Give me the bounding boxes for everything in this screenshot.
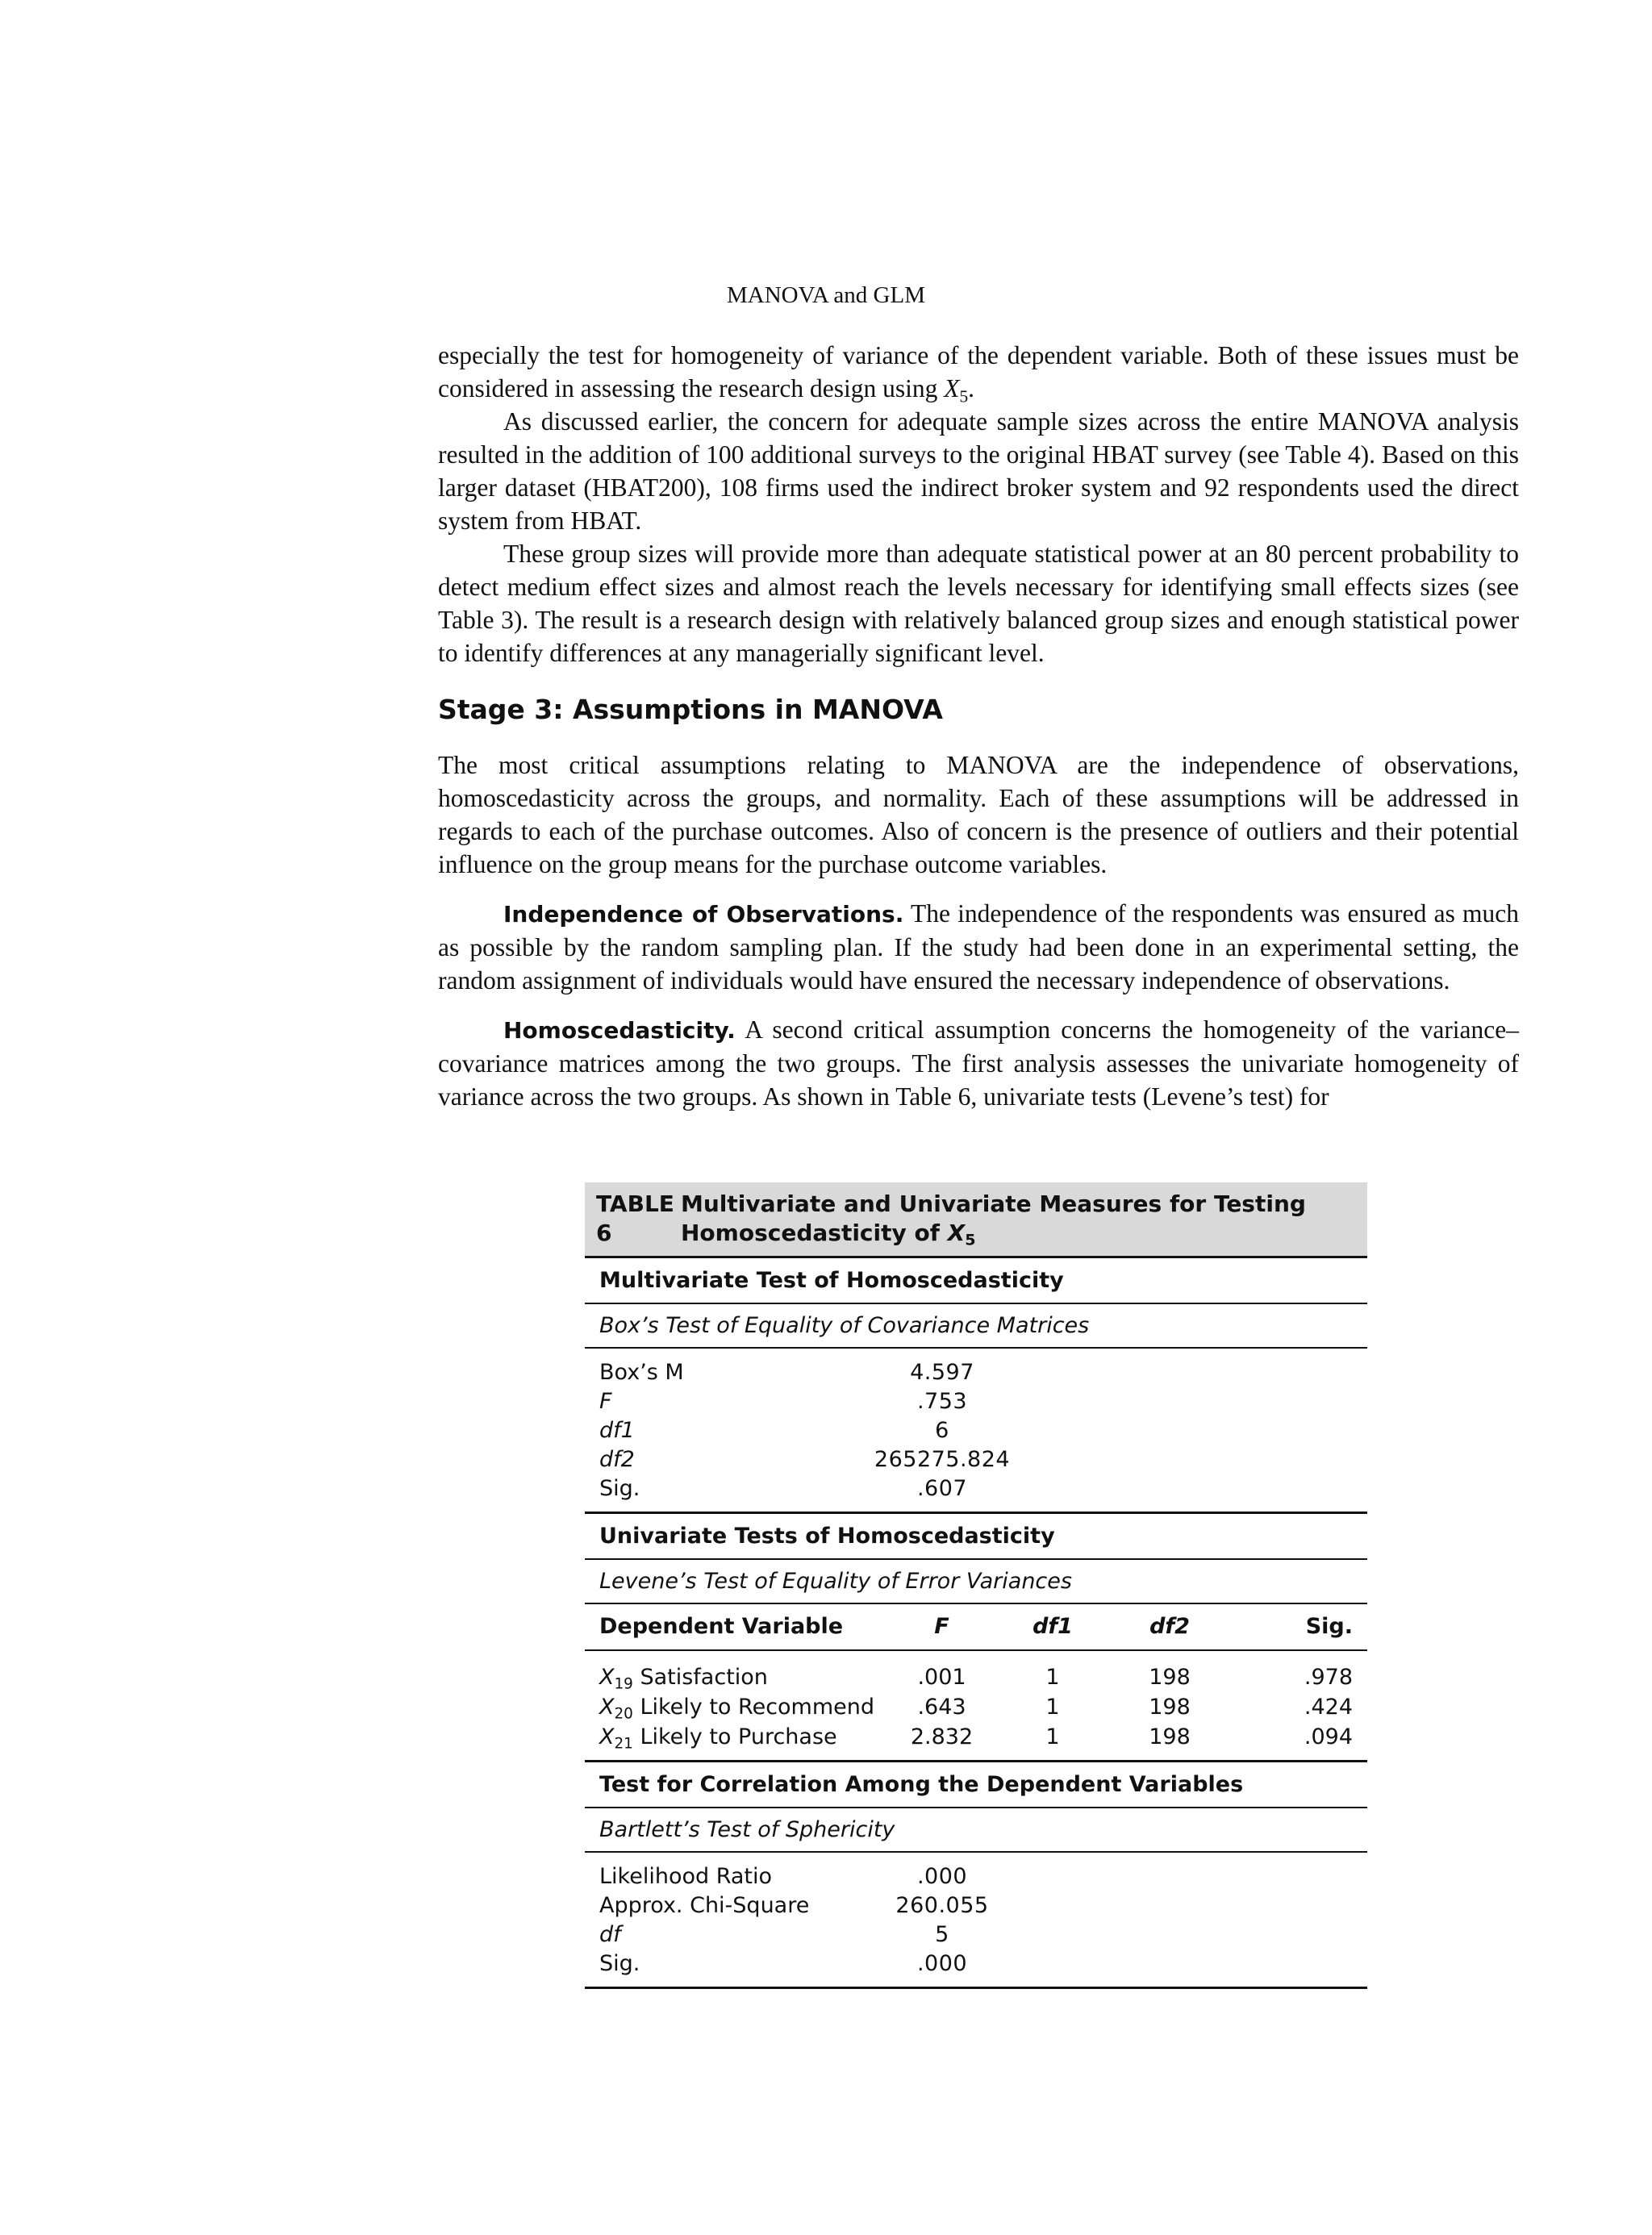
table-title-bar bbox=[585, 1182, 1367, 1256]
paragraph-5 bbox=[438, 897, 1519, 997]
stat-value: 265275.824 bbox=[874, 1447, 1011, 1472]
stat-value: .607 bbox=[916, 1476, 968, 1501]
table-caption-line1: Multivariate and Univariate Measures for Testing bbox=[681, 1190, 1306, 1217]
paragraph-4: The most critical assumptions relating to MANOVA are the independence of observations, homoscedasticity across the groups, and normality. Each of these assumptions will be addressed in regards to each of the purchase outcomes. Also of concern is the presence of outliers and their potential influence on the group means for the purchase outcome variables. bbox=[438, 751, 1519, 878]
cell-df1: 1 bbox=[1045, 1665, 1060, 1690]
cell-var-sub: 21 bbox=[614, 1735, 633, 1753]
stat-label: df1 bbox=[599, 1418, 635, 1443]
stat-row bbox=[599, 1474, 1353, 1503]
cell-var-sub: 20 bbox=[614, 1705, 633, 1723]
cell-sig: .424 bbox=[1304, 1695, 1353, 1720]
paragraph-5-lead: Independence of Observations. bbox=[503, 901, 904, 928]
col-header-dependent-variable: Dependent Variable bbox=[599, 1614, 844, 1639]
table-caption-line2 bbox=[681, 1219, 1356, 1248]
cell-var-symbol: X bbox=[599, 1695, 615, 1720]
stat-label: Box’s M bbox=[599, 1360, 684, 1385]
running-head: MANOVA and GLM bbox=[727, 282, 925, 308]
stat-value: .000 bbox=[916, 1864, 968, 1889]
body-text-lower bbox=[438, 748, 1519, 1113]
table-caption-var: X bbox=[947, 1220, 966, 1246]
col-header-f: F bbox=[934, 1614, 949, 1639]
cell-f: .643 bbox=[917, 1695, 966, 1720]
paragraph-1-sub: 5 bbox=[959, 386, 969, 407]
stat-row bbox=[599, 1920, 1353, 1949]
paragraph-2: As discussed earlier, the concern for adequate sample sizes across the entire MANOVA analysis resulted in the addition of 100 additional surveys to the original HBAT survey (see Table 4). Based on this larger dataset (HBAT200), 108 firms used the indirect broker system and 92 respondents used the direct system from HBAT. bbox=[438, 407, 1519, 535]
stat-value: 260.055 bbox=[895, 1893, 989, 1918]
stat-label: F bbox=[599, 1389, 612, 1414]
table-row bbox=[585, 1662, 1367, 1692]
col-header-df1: df1 bbox=[1032, 1614, 1073, 1639]
cell-df2: 198 bbox=[1149, 1695, 1191, 1720]
stat-label: df2 bbox=[599, 1447, 635, 1472]
table-caption-line2-text: Homoscedasticity of bbox=[681, 1220, 948, 1246]
stat-value: 6 bbox=[935, 1418, 949, 1443]
cell-sig: .094 bbox=[1304, 1724, 1353, 1749]
stat-row bbox=[599, 1862, 1353, 1891]
multivariate-heading: Multivariate Test of Homoscedasticity bbox=[599, 1268, 1064, 1293]
cell-df2: 198 bbox=[1149, 1724, 1191, 1749]
cell-f: 2.832 bbox=[910, 1724, 974, 1749]
table-caption bbox=[681, 1190, 1356, 1248]
cell-var-sub: 19 bbox=[614, 1675, 633, 1693]
box-test-subheading: Box’s Test of Equality of Covariance Matrices bbox=[599, 1313, 1090, 1338]
body-text-upper bbox=[438, 339, 1519, 669]
levene-rows bbox=[585, 1651, 1367, 1760]
stat-value: 4.597 bbox=[910, 1360, 974, 1385]
stat-row bbox=[599, 1387, 1353, 1416]
cell-df1: 1 bbox=[1045, 1695, 1060, 1720]
paragraph-1 bbox=[438, 339, 1519, 405]
section-heading: Stage 3: Assumptions in MANOVA bbox=[438, 694, 943, 725]
col-header-df2: df2 bbox=[1149, 1614, 1190, 1639]
paragraph-1-var: X bbox=[944, 374, 960, 402]
stat-value: 5 bbox=[935, 1922, 949, 1947]
paragraph-5-text: The independence of the respondents was ensured as much as possible by the random sampling plan. If the study had been done in an experimental setting, the random assignment of individuals would have ensured the necessary independence of observations. bbox=[438, 899, 1520, 994]
levene-test-subheading: Levene’s Test of Equality of Error Variances bbox=[599, 1569, 1072, 1594]
stat-row bbox=[599, 1949, 1353, 1979]
table-number: TABLE 6 bbox=[596, 1190, 674, 1246]
stat-label: df bbox=[599, 1922, 621, 1947]
cell-df2: 198 bbox=[1149, 1665, 1191, 1690]
correlation-heading: Test for Correlation Among the Dependent Variables bbox=[599, 1772, 1244, 1797]
stat-label: Sig. bbox=[599, 1951, 640, 1976]
stat-row bbox=[599, 1445, 1353, 1474]
cell-var-name: Satisfaction bbox=[632, 1665, 768, 1690]
table-caption-sub: 5 bbox=[965, 1231, 976, 1249]
cell-f: .001 bbox=[917, 1665, 966, 1690]
stat-row bbox=[599, 1416, 1353, 1445]
table-row bbox=[585, 1722, 1367, 1752]
stat-value: .753 bbox=[916, 1389, 968, 1414]
box-test-stats bbox=[585, 1349, 1367, 1512]
paragraph-6 bbox=[438, 1013, 1519, 1113]
cell-df1: 1 bbox=[1045, 1724, 1060, 1749]
levene-column-headers bbox=[585, 1604, 1367, 1649]
paragraph-3: These group sizes will provide more than adequate statistical power at an 80 percent probability to detect medium effect sizes and almost reach the levels necessary for identifying small effects sizes (see Table 3). The result is a research design with relatively balanced group sizes and enough statistical power to identify differences at any managerially significant level. bbox=[438, 540, 1519, 667]
stat-value: .000 bbox=[916, 1951, 968, 1976]
paragraph-6-text: A second critical assumption concerns the homogeneity of the variance–covariance matrices among the two groups. The first analysis assesses the univariate homogeneity of variance across the two groups. As shown in Table 6, univariate tests (Levene’s test) for bbox=[438, 1015, 1519, 1111]
stat-label: Likelihood Ratio bbox=[599, 1864, 773, 1889]
paragraph-6-lead: Homoscedasticity. bbox=[503, 1017, 736, 1044]
table-6 bbox=[585, 1182, 1367, 1989]
paragraph-1-text: especially the test for homogeneity of variance of the dependent variable. Both of these issues must be considered in assessing the research design using bbox=[438, 341, 1519, 402]
table-row bbox=[585, 1692, 1367, 1722]
cell-var-symbol: X bbox=[599, 1724, 615, 1749]
stat-label: Sig. bbox=[599, 1476, 640, 1501]
stat-row bbox=[599, 1891, 1353, 1920]
cell-var-symbol: X bbox=[599, 1665, 615, 1690]
paragraph-1-end: . bbox=[968, 374, 975, 402]
cell-variable bbox=[599, 1692, 891, 1722]
col-header-sig: Sig. bbox=[1305, 1614, 1353, 1639]
cell-sig: .978 bbox=[1304, 1665, 1353, 1690]
cell-variable bbox=[599, 1662, 891, 1692]
bartlett-test-subheading: Bartlett’s Test of Sphericity bbox=[599, 1817, 895, 1842]
bartlett-test-stats bbox=[585, 1853, 1367, 1987]
cell-var-name: Likely to Purchase bbox=[632, 1724, 837, 1749]
cell-var-name: Likely to Recommend bbox=[632, 1695, 875, 1720]
cell-variable bbox=[599, 1722, 891, 1752]
stat-row bbox=[599, 1358, 1353, 1387]
univariate-heading: Univariate Tests of Homoscedasticity bbox=[599, 1524, 1055, 1549]
stat-label: Approx. Chi-Square bbox=[599, 1893, 810, 1918]
